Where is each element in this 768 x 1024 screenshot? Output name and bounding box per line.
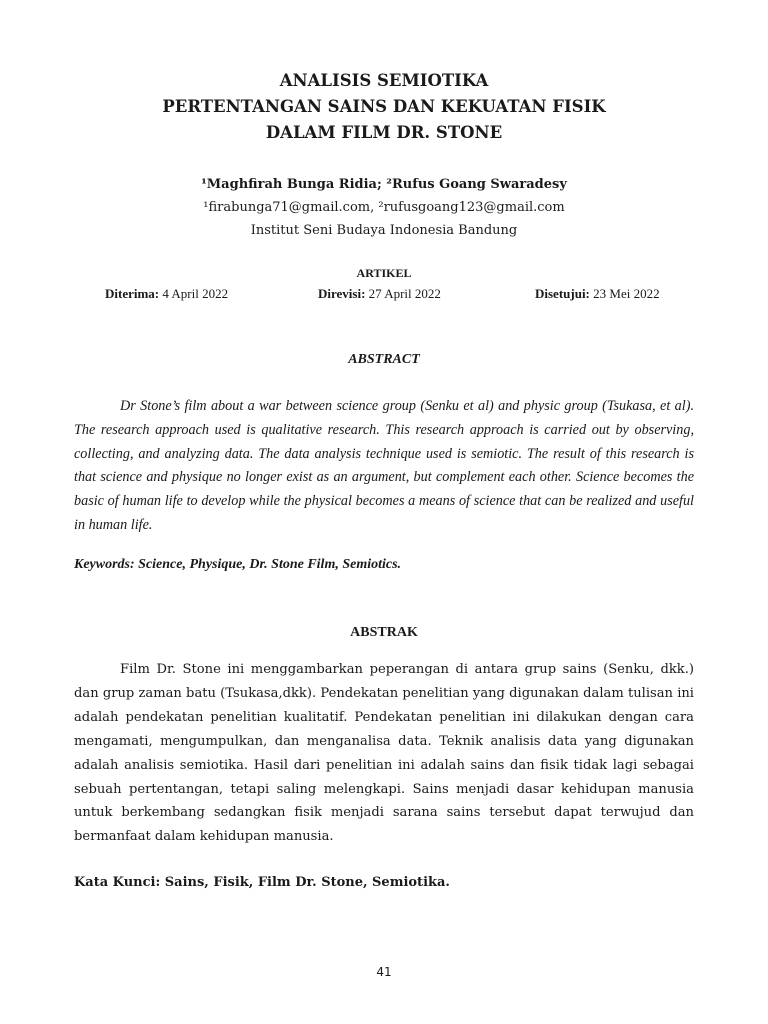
title-line-2: PERTENTANGAN SAINS DAN KEKUATAN FISIK <box>162 97 606 116</box>
page-number: 41 <box>376 965 392 979</box>
date-approved <box>535 285 660 303</box>
date-approved-label: Disetujui: <box>535 286 590 301</box>
title-line-1: ANALISIS SEMIOTIKA <box>279 71 489 90</box>
abstract-body <box>74 395 694 538</box>
date-received-label: Diterima: <box>105 286 160 301</box>
title-line-3: DALAM FILM DR. STONE <box>265 123 503 142</box>
abstract-paragraph: Dr Stone’s film about a war between science group (Senku et al) and physic group (Tsukasa, et al). The research approach used is qualitative research. This research approach is carried out by observing, collecting, and analyzing data. The data analysis technique used is semiotic. The result of this research is that science and physique no longer exist as an argument, but complement each other. Science becomes the basic of human life to develop while the physical becomes a means of science that can be realized and useful in human life. <box>74 398 694 533</box>
abstrak-keywords: Kata Kunci: Sains, Fisik, Film Dr. Stone, Semiotika. <box>74 875 450 890</box>
abstrak-paragraph: Film Dr. Stone ini menggambarkan peperangan di antara grup sains (Senku, dkk.) dan grup zaman batu (Tsukasa,dkk). Pendekatan penelitian yang digunakan dalam tulisan ini adalah pendekatan penelitian kualitatif. Pendekatan penelitian ini dilakukan dengan cara mengamati, mengumpulkan, dan menganalisa data. Teknik analisis data yang digunakan adalah analisis semiotika. Hasil dari penelitian ini adalah sains dan fisik tidak lagi sebagai sebuah pertentangan, tetapi saling melengkapi. Sains menjadi dasar kehidupan manusia untuk berkembang sedangkan fisik menjadi sarana sains tersebut dapat terwujud dan bermanfaat dalam kehidupan manusia. <box>74 662 694 845</box>
author-emails: ¹firabunga71@gmail.com, ²rufusgoang123@gmail.com <box>203 200 565 215</box>
date-revised <box>318 285 441 303</box>
abstract-heading: ABSTRACT <box>348 352 420 367</box>
article-label: ARTIKEL <box>356 266 412 280</box>
date-received-value: 4 April 2022 <box>162 286 229 301</box>
date-received <box>105 285 228 303</box>
date-approved-value: 23 Mei 2022 <box>593 286 660 301</box>
abstract-keywords: Keywords: Science, Physique, Dr. Stone Film, Semiotics. <box>74 557 402 572</box>
abstrak-heading: ABSTRAK <box>350 625 418 640</box>
author-names: ¹Maghfirah Bunga Ridia; ²Rufus Goang Swaradesy <box>201 177 567 192</box>
abstrak-body <box>74 658 694 849</box>
date-revised-label: Direvisi: <box>318 286 366 301</box>
institution: Institut Seni Budaya Indonesia Bandung <box>250 223 518 238</box>
paper-title <box>74 68 694 146</box>
date-revised-value: 27 April 2022 <box>368 286 441 301</box>
